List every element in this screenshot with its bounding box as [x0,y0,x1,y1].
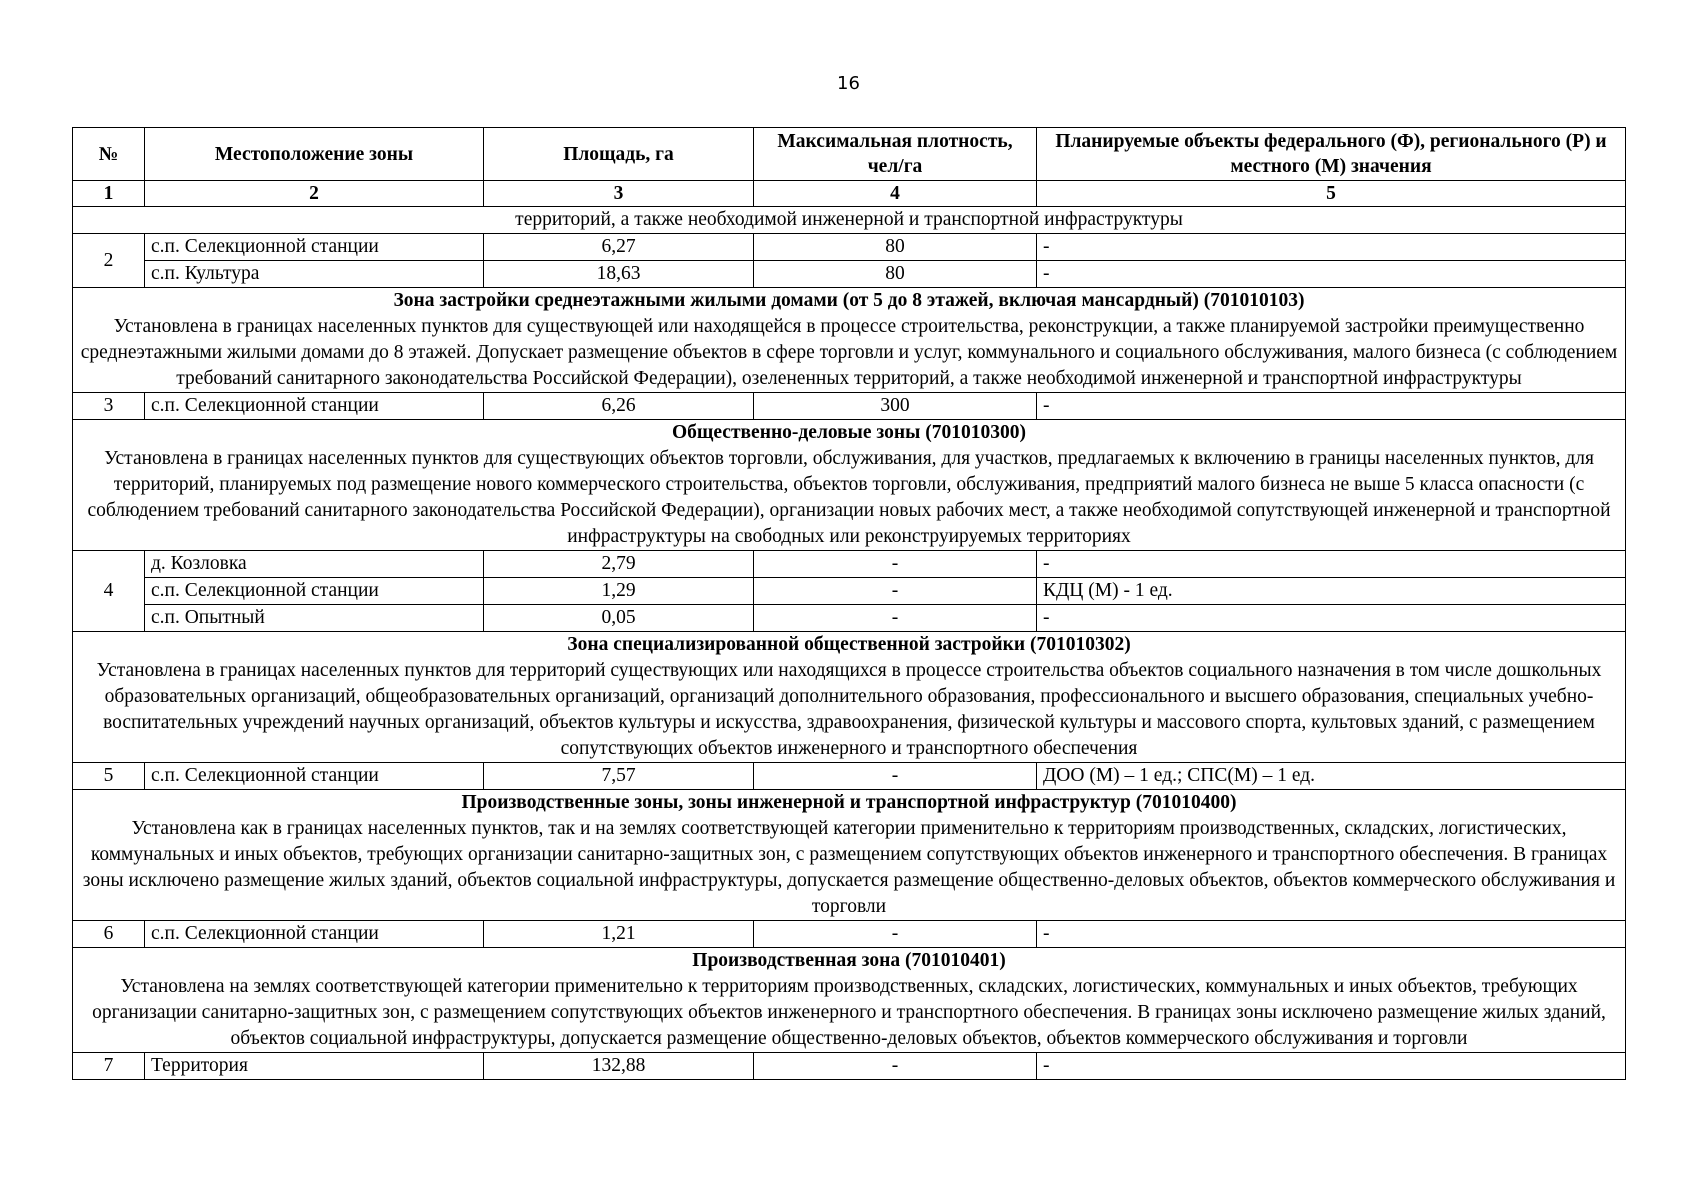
area-cell: 6,26 [484,393,754,420]
location-cell: с.п. Селекционной станции [145,234,484,261]
table-row [73,578,1626,605]
location-cell: Территория [145,1053,484,1080]
density-cell: - [754,578,1037,605]
zone-section-row [73,632,1626,763]
header-area: Площадь, га [484,128,754,181]
header-number: № [73,128,145,181]
density-cell: - [754,1053,1037,1080]
density-cell: - [754,921,1037,948]
table-row [73,393,1626,420]
density-cell: - [754,605,1037,632]
density-cell: - [754,763,1037,790]
zone-specialized-public [73,632,1626,763]
table-row [73,261,1626,288]
zone-public-business [73,420,1626,551]
zone-section-row [73,790,1626,921]
objects-cell: - [1037,393,1626,420]
header-density: Максимальная плотность, чел/га [754,128,1037,181]
row-number: 4 [73,551,145,632]
row-number: 6 [73,921,145,948]
area-cell: 7,57 [484,763,754,790]
column-number: 2 [145,181,484,207]
zone-title: Общественно-деловые зоны (701010300) [672,422,1026,443]
continuation-row [73,207,1626,234]
zone-production-infra [73,790,1626,921]
table-row [73,763,1626,790]
header-location: Местоположение зоны [145,128,484,181]
continuation-text: территорий, а также необходимой инженерной и транспортной инфраструктуры [73,207,1626,234]
zone-title: Зона застройки среднеэтажными жилыми домами (от 5 до 8 этажей, включая мансардный) (701010103) [393,290,1305,311]
zone-title: Производственная зона (701010401) [692,950,1006,971]
zone-description: Установлена как в границах населенных пунктов, так и на землях соответствующей категории применительно к территориям производственных, складских, логистических, коммунальных и иных объектов, требующих организации санитарно-защитных зон, с размещением сопутствующих объектов инженерного и транспортного обеспечения. В границах зоны исключено размещение жилых зданий, объектов социальной инфраструктуры, допускается размещение общественно-деловых объектов, объектов коммерческого обслуживания и торговли [82,818,1616,917]
objects-cell: - [1037,234,1626,261]
zones-table [72,127,1626,1080]
table-row [73,921,1626,948]
location-cell: с.п. Опытный [145,605,484,632]
zone-section-row [73,948,1626,1053]
zone-description: Установлена в границах населенных пунктов для территорий существующих или находящихся в процессе строительства объектов социального назначения в том числе дошкольных образовательных организаций, общеобразовательных организаций, организаций дополнительного образования, профессионального и высшего образования, специальных учебно-воспитательных учреждений научных организаций, объектов культуры и искусства, здравоохранения, физической культуры и массового спорта, культовых зданий, с размещением сопутствующих объектов инженерного и транспортного обеспечения [96,660,1602,759]
zone-section-row [73,420,1626,551]
objects-cell: - [1037,261,1626,288]
area-cell: 18,63 [484,261,754,288]
objects-cell: ДОО (М) – 1 ед.; СПС(М) – 1 ед. [1037,763,1626,790]
table-row [73,1053,1626,1080]
page-number: 16 [837,73,860,94]
objects-cell: - [1037,551,1626,578]
area-cell: 2,79 [484,551,754,578]
density-cell: 80 [754,261,1037,288]
location-cell: д. Козловка [145,551,484,578]
row-number: 7 [73,1053,145,1080]
density-cell: - [754,551,1037,578]
table-header-row [73,128,1626,181]
density-cell: 300 [754,393,1037,420]
zone-title: Зона специализированной общественной застройки (701010302) [567,634,1131,655]
row-number: 2 [73,234,145,288]
zone-description: Установлена в границах населенных пунктов для существующих объектов торговли, обслуживания, для участков, предлагаемых к включению в границы населенных пунктов, для территорий, планируемых под размещение нового коммерческого строительства, объектов торговли, обслуживания, предприятий малого бизнеса не выше 5 класса опасности (с соблюдением требований санитарного законодательства Российской Федерации), организации новых рабочих мест, а также необходимой сопутствующей инженерной и транспортной инфраструктуры на свободных или реконструируемых территориях [87,448,1611,547]
table-row [73,234,1626,261]
area-cell: 1,21 [484,921,754,948]
zone-description: Установлена в границах населенных пунктов для существующей или находящейся в процессе строительства, реконструкции, а также планируемой застройки преимущественно среднеэтажными жилыми домами до 8 этажей. Допускает размещение объектов в сфере торговли и услуг, коммунального и социального обслуживания, малого бизнеса (с соблюдением требований санитарного законодательства Российской Федерации), озелененных территорий, а также необходимой инженерной и транспортной инфраструктуры [80,316,1618,389]
row-number: 5 [73,763,145,790]
location-cell: с.п. Селекционной станции [145,393,484,420]
row-number: 3 [73,393,145,420]
area-cell: 6,27 [484,234,754,261]
column-number: 4 [754,181,1037,207]
location-cell: с.п. Селекционной станции [145,578,484,605]
area-cell: 0,05 [484,605,754,632]
zone-title: Производственные зоны, зоны инженерной и транспортной инфраструктур (701010400) [461,792,1237,813]
objects-cell: - [1037,921,1626,948]
density-cell: 80 [754,234,1037,261]
table-row [73,551,1626,578]
location-cell: с.п. Культура [145,261,484,288]
zone-section-row [73,288,1626,393]
column-number: 5 [1037,181,1626,207]
zone-production [73,948,1626,1053]
zone-description: Установлена на землях соответствующей категории применительно к территориям производственных, складских, логистических, коммунальных и иных объектов, требующих организации санитарно-защитных зон, с размещением сопутствующих объектов инженерного и транспортного обеспечения. В границах зоны исключено размещение жилых зданий, объектов социальной инфраструктуры, допускается размещение общественно-деловых объектов, объектов коммерческого обслуживания и торговли [92,976,1606,1049]
location-cell: с.п. Селекционной станции [145,921,484,948]
objects-cell: - [1037,1053,1626,1080]
objects-cell: КДЦ (М) - 1 ед. [1037,578,1626,605]
column-numbers-row [73,181,1626,207]
zone-mid-rise [73,288,1626,393]
header-planned-objects: Планируемые объекты федерального (Ф), регионального (Р) и местного (М) значения [1037,128,1626,181]
column-number: 1 [73,181,145,207]
location-cell: с.п. Селекционной станции [145,763,484,790]
objects-cell: - [1037,605,1626,632]
table-row [73,605,1626,632]
column-number: 3 [484,181,754,207]
area-cell: 1,29 [484,578,754,605]
area-cell: 132,88 [484,1053,754,1080]
